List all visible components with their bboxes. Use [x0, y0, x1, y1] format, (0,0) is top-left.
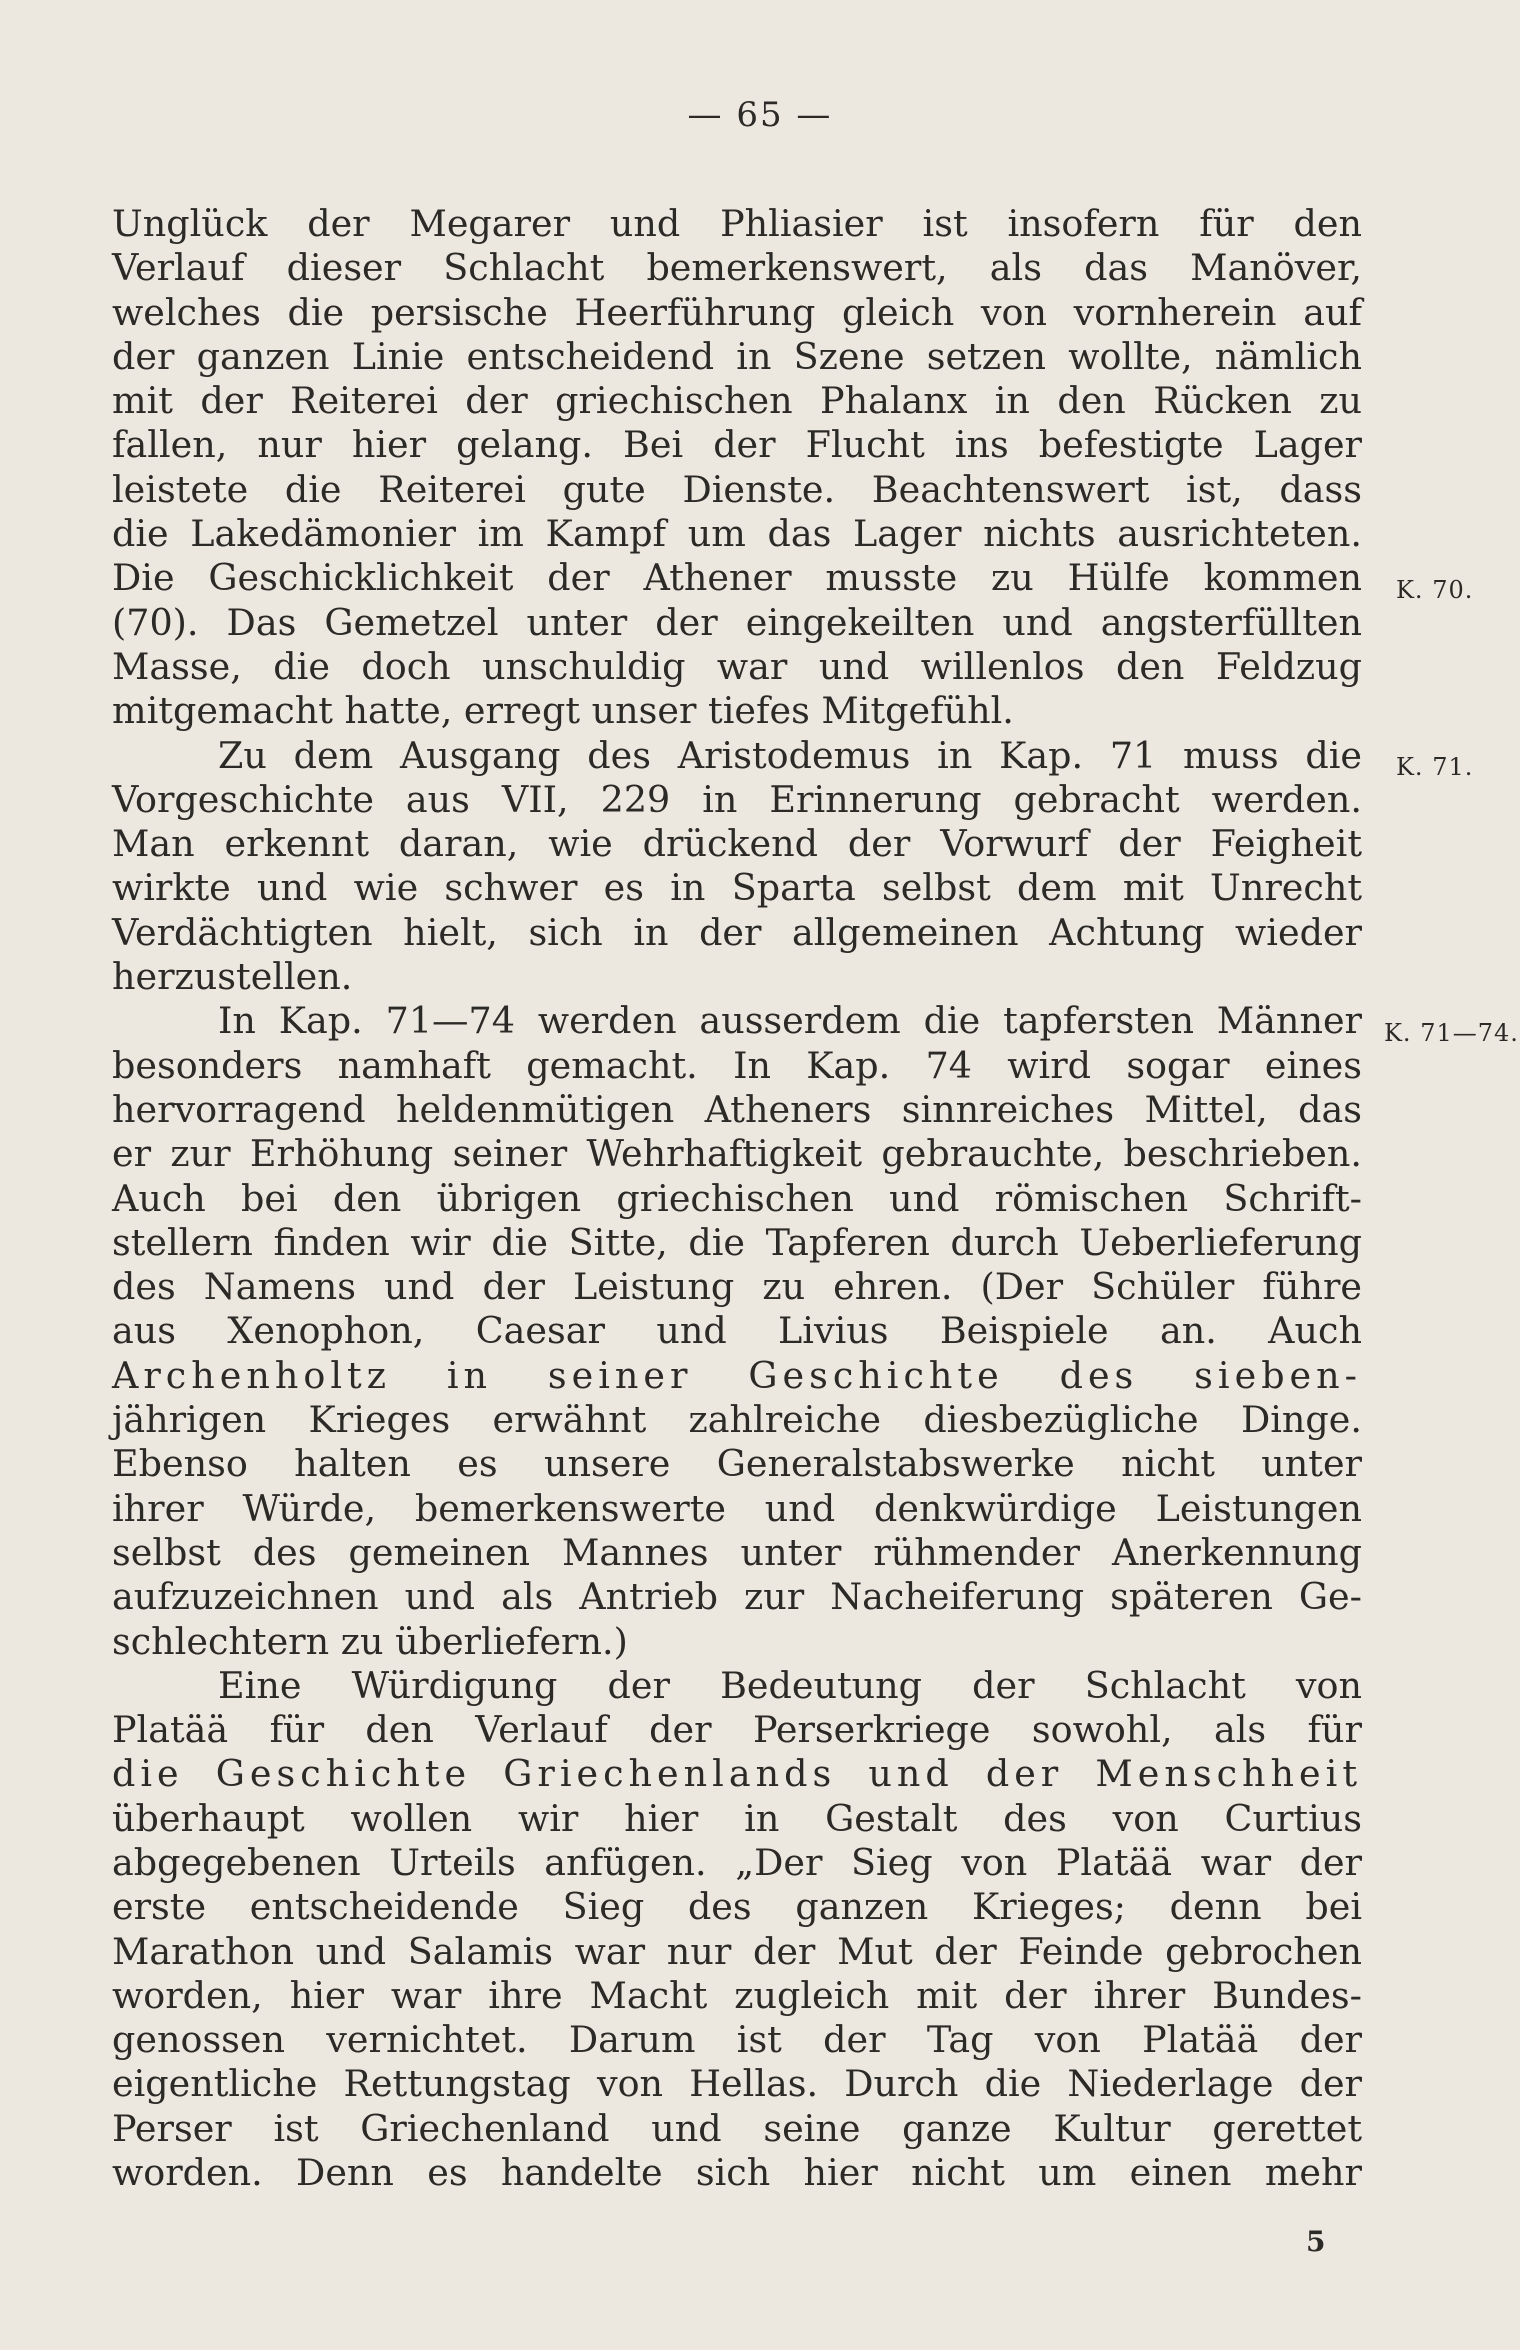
text-line: des Namens und der Leistung zu ehren. (Der Schüler führe [112, 1265, 1362, 1309]
text-line: Zu dem Ausgang des Aristodemus in Kap. 71 muss die [218, 733, 1362, 777]
text-line: erste entscheidende Sieg des ganzen Krieges; denn bei [112, 1885, 1362, 1929]
text-line: hervorragend heldenmütigen Atheners sinnreiches Mittel, das [112, 1087, 1362, 1131]
text-line: worden, hier war ihre Macht zugleich mit der ihrer Bundes- [112, 1973, 1362, 2017]
text-line: In Kap. 71—74 werden ausserdem die tapfersten Männer [218, 999, 1362, 1043]
margin-note-k71: K. 71. [1396, 753, 1474, 781]
text-line: überhaupt wollen wir hier in Gestalt des von Curtius [112, 1796, 1362, 1840]
page-number: — 65 — [687, 95, 833, 135]
text-line: Die Geschicklichkeit der Athener musste zu Hülfe kommen [112, 556, 1362, 600]
text-line: Unglück der Megarer und Phliasier ist insofern für den [112, 202, 1362, 245]
text-line: leistete die Reiterei gute Dienste. Beachtenswert ist, dass [112, 467, 1362, 511]
text-line: aus Xenophon, Caesar und Livius Beispiele an. Auch [112, 1309, 1362, 1353]
text-line: eigentliche Rettungstag von Hellas. Durch die Niederlage der [112, 2062, 1362, 2106]
text-line: Verdächtigten hielt, sich in der allgemeinen Achtung wieder [112, 910, 1362, 954]
text-line: jährigen Krieges erwähnt zahlreiche diesbezügliche Dinge. [112, 1398, 1362, 1442]
text-line: selbst des gemeinen Mannes unter rühmender Anerkennung [112, 1530, 1362, 1574]
text-line: die Lakedämonier im Kampf um das Lager nichts ausrichteten. [112, 512, 1362, 556]
text-line: fallen, nur hier gelang. Bei der Flucht ins befestigte Lager [112, 423, 1362, 467]
text-line: schlechtern zu überliefern.) [112, 1619, 628, 1663]
text-line: Platää für den Verlauf der Perserkriege sowohl, als für [112, 1708, 1362, 1752]
text-line: (70). Das Gemetzel unter der eingekeilten und angsterfüllten [112, 600, 1362, 644]
text-line: stellern finden wir die Sitte, die Tapferen durch Ueberlieferung [112, 1220, 1362, 1264]
text-line: besonders namhaft gemacht. In Kap. 74 wird sogar eines [112, 1043, 1362, 1087]
text-line: ihrer Würde, bemerkenswerte und denkwürdige Leistungen [112, 1486, 1362, 1530]
text-line: aufzuzeichnen und als Antrieb zur Nacheiferung späteren Ge- [112, 1575, 1362, 1619]
text-line: worden. Denn es handelte sich hier nicht um einen mehr [112, 2151, 1362, 2195]
text-line: er zur Erhöhung seiner Wehrhaftigkeit gebrauchte, beschrieben. [112, 1132, 1362, 1176]
text-line: Marathon und Salamis war nur der Mut der Feinde gebrochen [112, 1929, 1362, 1973]
text-line: welches die persische Heerführung gleich von vornherein auf [112, 290, 1362, 334]
text-line: herzustellen. [112, 955, 353, 999]
text-line: Perser ist Griechenland und seine ganze Kultur gerettet [112, 2106, 1362, 2150]
text-line: mit der Reiterei der griechischen Phalanx in den Rücken zu [112, 379, 1362, 423]
text-line: der ganzen Linie entscheidend in Szene setzen wollte, nämlich [112, 334, 1362, 378]
text-line: abgegebenen Urteils anfügen. „Der Sieg von Platää war der [112, 1840, 1362, 1884]
text-line: Archenholtz in seiner Geschichte des sieben- [112, 1353, 1362, 1397]
text-line: Auch bei den übrigen griechischen und römischen Schrift- [112, 1176, 1362, 1220]
text-line: die Geschichte Griechenlands und der Menschheit [112, 1752, 1362, 1796]
margin-note-k71-74: K. 71—74. [1384, 1019, 1519, 1047]
text-line: wirkte und wie schwer es in Sparta selbst dem mit Unrecht [112, 866, 1362, 910]
text-line: Verlauf dieser Schlacht bemerkenswert, als das Manöver, [112, 246, 1362, 290]
text-line: Eine Würdigung der Bedeutung der Schlacht von [218, 1663, 1362, 1707]
text-line: genossen vernichtet. Darum ist der Tag von Platää der [112, 2018, 1362, 2062]
margin-note-k70: K. 70. [1396, 576, 1474, 604]
text-line: mitgemacht hatte, erregt unser tiefes Mitgefühl. [112, 689, 1014, 733]
text-line: Man erkennt daran, wie drückend der Vorwurf der Feigheit [112, 822, 1362, 866]
text-line: Ebenso halten es unsere Generalstabswerke nicht unter [112, 1442, 1362, 1486]
text-line: Vorgeschichte aus VII, 229 in Erinnerung gebracht werden. [112, 777, 1362, 821]
body-text [112, 202, 1362, 2195]
text-line: Masse, die doch unschuldig war und willenlos den Feldzug [112, 644, 1362, 688]
signature-mark: 5 [1306, 2225, 1326, 2258]
